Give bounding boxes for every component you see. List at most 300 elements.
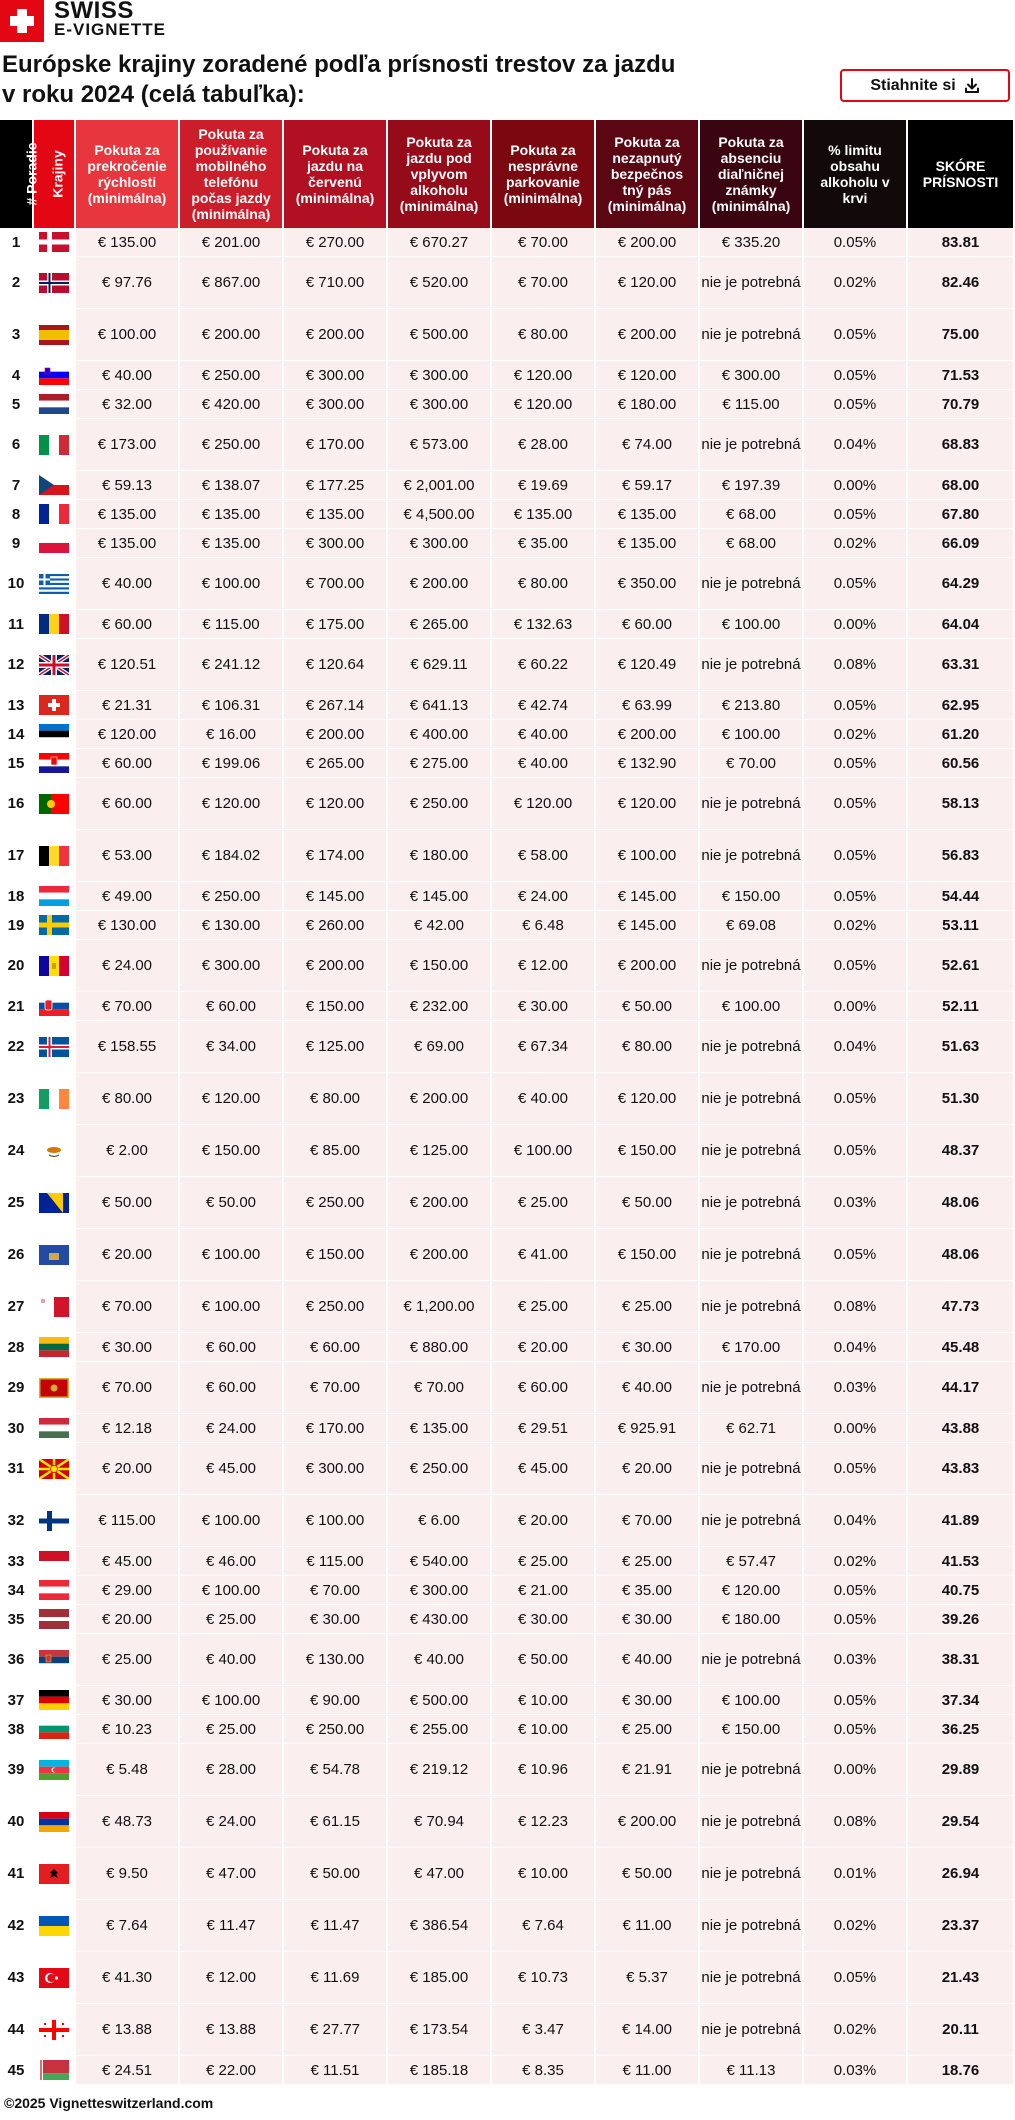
table-row	[0, 1848, 1015, 1900]
country-cell	[34, 1281, 76, 1333]
rank-cell: 27	[0, 1281, 34, 1333]
rank-cell: 22	[0, 1021, 34, 1073]
vignette-cell: € 150.00	[700, 1715, 804, 1744]
flag-france-icon	[39, 504, 69, 524]
belt-cell: € 25.00	[596, 1547, 700, 1576]
speed-cell: € 29.00	[76, 1576, 180, 1605]
phone-cell: € 16.00	[180, 720, 284, 749]
dui-cell: € 386.54	[388, 1900, 492, 1952]
score-cell: 51.30	[908, 1073, 1015, 1125]
belt-cell: € 200.00	[596, 309, 700, 361]
belt-cell: € 120.00	[596, 1073, 700, 1125]
red-cell: € 70.00	[284, 1576, 388, 1605]
phone-cell: € 250.00	[180, 419, 284, 471]
belt-cell: € 135.00	[596, 500, 700, 529]
speed-cell: € 70.00	[76, 1362, 180, 1414]
belt-cell: € 145.00	[596, 911, 700, 940]
dui-cell: € 6.00	[388, 1495, 492, 1547]
rank-cell: 2	[0, 257, 34, 309]
alcohol-cell: 0.08%	[804, 1796, 908, 1848]
flag-latvia-icon	[39, 1609, 69, 1629]
score-cell: 40.75	[908, 1576, 1015, 1605]
red-cell: € 125.00	[284, 1021, 388, 1073]
phone-cell: € 100.00	[180, 1495, 284, 1547]
belt-cell: € 70.00	[596, 1495, 700, 1547]
parking-cell: € 40.00	[492, 749, 596, 778]
rank-cell: 13	[0, 691, 34, 720]
alcohol-cell: 0.00%	[804, 471, 908, 500]
country-cell	[34, 720, 76, 749]
red-cell: € 200.00	[284, 720, 388, 749]
rank-cell: 37	[0, 1686, 34, 1715]
table-row	[0, 361, 1015, 390]
vignette-cell: nie je potrebná	[700, 830, 804, 882]
flag-luxembourg-icon	[39, 886, 69, 906]
country-cell	[34, 882, 76, 911]
speed-cell: € 9.50	[76, 1848, 180, 1900]
red-cell: € 61.15	[284, 1796, 388, 1848]
red-cell: € 11.69	[284, 1952, 388, 2004]
table-row	[0, 911, 1015, 940]
alcohol-cell: 0.05%	[804, 778, 908, 830]
dui-cell: € 173.54	[388, 2004, 492, 2056]
dui-cell: € 200.00	[388, 1073, 492, 1125]
dui-cell: € 629.11	[388, 639, 492, 691]
belt-cell: € 74.00	[596, 419, 700, 471]
red-cell: € 50.00	[284, 1848, 388, 1900]
flag-uk-icon	[39, 655, 69, 675]
table-row	[0, 1177, 1015, 1229]
parking-cell: € 70.00	[492, 257, 596, 309]
red-cell: € 200.00	[284, 309, 388, 361]
red-cell: € 85.00	[284, 1125, 388, 1177]
table-row	[0, 1414, 1015, 1443]
country-cell	[34, 1796, 76, 1848]
dui-cell: € 540.00	[388, 1547, 492, 1576]
country-cell	[34, 1177, 76, 1229]
parking-cell: € 30.00	[492, 1605, 596, 1634]
score-cell: 48.06	[908, 1229, 1015, 1281]
dui-cell: € 70.00	[388, 1362, 492, 1414]
red-cell: € 145.00	[284, 882, 388, 911]
dui-cell: € 255.00	[388, 1715, 492, 1744]
belt-cell: € 150.00	[596, 1229, 700, 1281]
download-button[interactable]	[840, 69, 1010, 102]
alcohol-cell: 0.05%	[804, 1605, 908, 1634]
flag-spain-icon	[39, 325, 69, 345]
phone-cell: € 24.00	[180, 1414, 284, 1443]
rank-cell: 18	[0, 882, 34, 911]
red-cell: € 27.77	[284, 2004, 388, 2056]
table-row	[0, 992, 1015, 1021]
alcohol-cell: 0.05%	[804, 749, 908, 778]
country-cell	[34, 639, 76, 691]
rank-cell: 16	[0, 778, 34, 830]
parking-cell: € 40.00	[492, 1073, 596, 1125]
flag-albania-icon	[39, 1864, 69, 1884]
alcohol-cell: 0.04%	[804, 1495, 908, 1547]
vignette-cell: nie je potrebná	[700, 1073, 804, 1125]
table-row	[0, 778, 1015, 830]
flag-switzerland-icon	[39, 695, 69, 715]
rank-cell: 3	[0, 309, 34, 361]
download-icon	[964, 78, 980, 94]
belt-cell: € 120.00	[596, 361, 700, 390]
country-cell	[34, 361, 76, 390]
phone-cell: € 46.00	[180, 1547, 284, 1576]
red-cell: € 115.00	[284, 1547, 388, 1576]
score-cell: 48.37	[908, 1125, 1015, 1177]
flag-denmark-icon	[39, 232, 69, 252]
flag-romania-icon	[39, 614, 69, 634]
column-header: Pokuta za nesprávne parkovanie (minimálna)	[492, 120, 596, 228]
score-cell: 63.31	[908, 639, 1015, 691]
vignette-cell: € 100.00	[700, 1686, 804, 1715]
table-row	[0, 2004, 1015, 2056]
vignette-cell: € 57.47	[700, 1547, 804, 1576]
swiss-cross-logo	[0, 0, 44, 42]
score-cell: 64.04	[908, 610, 1015, 639]
score-cell: 70.79	[908, 390, 1015, 419]
country-cell	[34, 419, 76, 471]
score-cell: 68.00	[908, 471, 1015, 500]
alcohol-cell: 0.05%	[804, 830, 908, 882]
rank-cell: 42	[0, 1900, 34, 1952]
flag-netherlands-icon	[39, 394, 69, 414]
alcohol-cell: 0.05%	[804, 1576, 908, 1605]
parking-cell: € 40.00	[492, 720, 596, 749]
alcohol-cell: 0.04%	[804, 1021, 908, 1073]
belt-cell: € 40.00	[596, 1362, 700, 1414]
dui-cell: € 185.18	[388, 2056, 492, 2085]
alcohol-cell: 0.00%	[804, 1744, 908, 1796]
parking-cell: € 29.51	[492, 1414, 596, 1443]
vignette-cell: € 68.00	[700, 500, 804, 529]
vignette-cell: € 120.00	[700, 1576, 804, 1605]
score-cell: 71.53	[908, 361, 1015, 390]
red-cell: € 300.00	[284, 361, 388, 390]
rank-cell: 12	[0, 639, 34, 691]
phone-cell: € 34.00	[180, 1021, 284, 1073]
phone-cell: € 135.00	[180, 500, 284, 529]
dui-cell: € 150.00	[388, 940, 492, 992]
belt-cell: € 50.00	[596, 1848, 700, 1900]
parking-cell: € 120.00	[492, 390, 596, 419]
red-cell: € 175.00	[284, 610, 388, 639]
table-row	[0, 1495, 1015, 1547]
country-cell	[34, 1605, 76, 1634]
belt-cell: € 30.00	[596, 1686, 700, 1715]
alcohol-cell: 0.05%	[804, 390, 908, 419]
page-title: Európske krajiny zoradené podľa prísnosti trestov za jazdu v roku 2024 (celá tabuľka):	[2, 51, 676, 108]
dui-cell: € 2,001.00	[388, 471, 492, 500]
phone-cell: € 120.00	[180, 1073, 284, 1125]
table-row	[0, 1686, 1015, 1715]
dui-cell: € 250.00	[388, 1443, 492, 1495]
country-cell	[34, 1443, 76, 1495]
dui-cell: € 200.00	[388, 558, 492, 610]
vignette-cell: € 335.20	[700, 228, 804, 257]
vignette-cell: nie je potrebná	[700, 257, 804, 309]
vignette-cell: € 213.80	[700, 691, 804, 720]
red-cell: € 70.00	[284, 1362, 388, 1414]
rank-cell: 20	[0, 940, 34, 992]
rank-cell: 32	[0, 1495, 34, 1547]
table-row	[0, 1333, 1015, 1362]
dui-cell: € 1,200.00	[388, 1281, 492, 1333]
belt-cell: € 50.00	[596, 992, 700, 1021]
phone-cell: € 100.00	[180, 1576, 284, 1605]
phone-cell: € 184.02	[180, 830, 284, 882]
rank-cell: 15	[0, 749, 34, 778]
table-row	[0, 830, 1015, 882]
vignette-cell: nie je potrebná	[700, 940, 804, 992]
vignette-cell: nie je potrebná	[700, 1443, 804, 1495]
rank-cell: 11	[0, 610, 34, 639]
country-cell	[34, 1495, 76, 1547]
flag-azerbaijan-icon	[39, 1760, 69, 1780]
rank-cell: 7	[0, 471, 34, 500]
dui-cell: € 265.00	[388, 610, 492, 639]
rank-cell: 9	[0, 529, 34, 558]
parking-cell: € 120.00	[492, 361, 596, 390]
speed-cell: € 50.00	[76, 1177, 180, 1229]
rank-cell: 28	[0, 1333, 34, 1362]
parking-cell: € 60.00	[492, 1362, 596, 1414]
phone-cell: € 241.12	[180, 639, 284, 691]
vignette-cell: nie je potrebná	[700, 2004, 804, 2056]
alcohol-cell: 0.02%	[804, 529, 908, 558]
brand-subname: E-VIGNETTE	[54, 20, 167, 39]
rank-cell: 14	[0, 720, 34, 749]
dui-cell: € 300.00	[388, 1576, 492, 1605]
alcohol-cell: 0.03%	[804, 1634, 908, 1686]
flag-sweden-icon	[39, 915, 69, 935]
dui-cell: € 200.00	[388, 1177, 492, 1229]
red-cell: € 135.00	[284, 500, 388, 529]
country-cell	[34, 830, 76, 882]
table-row	[0, 1605, 1015, 1634]
table-row	[0, 228, 1015, 257]
flag-cyprus-icon	[39, 1141, 69, 1161]
table-row	[0, 257, 1015, 309]
parking-cell: € 20.00	[492, 1333, 596, 1362]
parking-cell: € 10.00	[492, 1848, 596, 1900]
parking-cell: € 10.00	[492, 1715, 596, 1744]
vignette-cell: € 100.00	[700, 720, 804, 749]
flag-hungary-icon	[39, 1418, 69, 1438]
speed-cell: € 13.88	[76, 2004, 180, 2056]
country-cell	[34, 992, 76, 1021]
dui-cell: € 70.94	[388, 1796, 492, 1848]
score-cell: 83.81	[908, 228, 1015, 257]
score-cell: 37.34	[908, 1686, 1015, 1715]
red-cell: € 120.64	[284, 639, 388, 691]
alcohol-cell: 0.04%	[804, 1333, 908, 1362]
alcohol-cell: 0.02%	[804, 720, 908, 749]
speed-cell: € 115.00	[76, 1495, 180, 1547]
column-header: Pokuta za nezapnutý bezpečnos tný pás (minimálna)	[596, 120, 700, 228]
rank-cell: 1	[0, 228, 34, 257]
alcohol-cell: 0.02%	[804, 1547, 908, 1576]
parking-cell: € 19.69	[492, 471, 596, 500]
phone-cell: € 867.00	[180, 257, 284, 309]
phone-cell: € 12.00	[180, 1952, 284, 2004]
red-cell: € 80.00	[284, 1073, 388, 1125]
rank-cell: 24	[0, 1125, 34, 1177]
rank-cell: 34	[0, 1576, 34, 1605]
phone-cell: € 45.00	[180, 1443, 284, 1495]
vignette-cell: € 115.00	[700, 390, 804, 419]
speed-cell: € 60.00	[76, 749, 180, 778]
parking-cell: € 25.00	[492, 1281, 596, 1333]
speed-cell: € 41.30	[76, 1952, 180, 2004]
belt-cell: € 40.00	[596, 1634, 700, 1686]
vignette-cell: € 62.71	[700, 1414, 804, 1443]
country-cell	[34, 1073, 76, 1125]
speed-cell: € 45.00	[76, 1547, 180, 1576]
rank-cell: 45	[0, 2056, 34, 2085]
phone-cell: € 106.31	[180, 691, 284, 720]
vignette-cell: nie je potrebná	[700, 1848, 804, 1900]
parking-cell: € 20.00	[492, 1495, 596, 1547]
speed-cell: € 135.00	[76, 500, 180, 529]
belt-cell: € 100.00	[596, 830, 700, 882]
alcohol-cell: 0.00%	[804, 610, 908, 639]
red-cell: € 265.00	[284, 749, 388, 778]
alcohol-cell: 0.03%	[804, 2056, 908, 2085]
speed-cell: € 5.48	[76, 1744, 180, 1796]
column-header: % limitu obsahu alkoholu v krvi	[804, 120, 908, 228]
table-row	[0, 390, 1015, 419]
table-row	[0, 1634, 1015, 1686]
phone-cell: € 120.00	[180, 778, 284, 830]
dui-cell: € 300.00	[388, 529, 492, 558]
parking-cell: € 135.00	[492, 500, 596, 529]
flag-malta-icon	[39, 1297, 69, 1317]
flag-germany-icon	[39, 1690, 69, 1710]
alcohol-cell: 0.05%	[804, 691, 908, 720]
alcohol-cell: 0.05%	[804, 1715, 908, 1744]
rank-cell: 36	[0, 1634, 34, 1686]
parking-cell: € 12.00	[492, 940, 596, 992]
country-cell	[34, 1900, 76, 1952]
phone-cell: € 420.00	[180, 390, 284, 419]
speed-cell: € 135.00	[76, 228, 180, 257]
phone-cell: € 47.00	[180, 1848, 284, 1900]
country-cell	[34, 309, 76, 361]
rank-cell: 6	[0, 419, 34, 471]
vignette-cell: nie je potrebná	[700, 1229, 804, 1281]
country-cell	[34, 2056, 76, 2085]
belt-cell: € 200.00	[596, 1796, 700, 1848]
vignette-cell: € 300.00	[700, 361, 804, 390]
vignette-cell: € 69.08	[700, 911, 804, 940]
country-cell	[34, 749, 76, 778]
dui-cell: € 47.00	[388, 1848, 492, 1900]
speed-cell: € 60.00	[76, 610, 180, 639]
rank-cell: 17	[0, 830, 34, 882]
phone-cell: € 28.00	[180, 1744, 284, 1796]
table-row	[0, 471, 1015, 500]
table-row	[0, 720, 1015, 749]
red-cell: € 300.00	[284, 390, 388, 419]
score-cell: 20.11	[908, 2004, 1015, 2056]
rank-cell: 25	[0, 1177, 34, 1229]
table-row	[0, 309, 1015, 361]
dui-cell: € 69.00	[388, 1021, 492, 1073]
belt-cell: € 25.00	[596, 1715, 700, 1744]
flag-bosnia-icon	[39, 1193, 69, 1213]
dui-cell: € 573.00	[388, 419, 492, 471]
belt-cell: € 145.00	[596, 882, 700, 911]
rank-cell: 29	[0, 1362, 34, 1414]
speed-cell: € 40.00	[76, 558, 180, 610]
belt-cell: € 135.00	[596, 529, 700, 558]
speed-cell: € 25.00	[76, 1634, 180, 1686]
parking-cell: € 25.00	[492, 1177, 596, 1229]
vignette-cell: nie je potrebná	[700, 1900, 804, 1952]
flag-turkey-icon	[39, 1968, 69, 1988]
red-cell: € 30.00	[284, 1605, 388, 1634]
footer-copyright: ©2025 Vignetteswitzerland.com	[4, 2095, 214, 2111]
parking-cell: € 8.35	[492, 2056, 596, 2085]
country-cell	[34, 1848, 76, 1900]
dui-cell: € 500.00	[388, 309, 492, 361]
score-cell: 26.94	[908, 1848, 1015, 1900]
score-cell: 23.37	[908, 1900, 1015, 1952]
speed-cell: € 20.00	[76, 1605, 180, 1634]
score-cell: 41.53	[908, 1547, 1015, 1576]
dui-cell: € 180.00	[388, 830, 492, 882]
parking-cell: € 132.63	[492, 610, 596, 639]
belt-cell: € 200.00	[596, 940, 700, 992]
red-cell: € 177.25	[284, 471, 388, 500]
vignette-cell: nie je potrebná	[700, 1796, 804, 1848]
flag-serbia-icon	[39, 1650, 69, 1670]
brand-header	[0, 0, 1015, 42]
red-cell: € 100.00	[284, 1495, 388, 1547]
score-cell: 38.31	[908, 1634, 1015, 1686]
flag-ireland-icon	[39, 1089, 69, 1109]
score-cell: 60.56	[908, 749, 1015, 778]
alcohol-cell: 0.05%	[804, 500, 908, 529]
country-cell	[34, 691, 76, 720]
flag-andorra-icon	[39, 956, 69, 976]
red-cell: € 300.00	[284, 529, 388, 558]
score-cell: 75.00	[908, 309, 1015, 361]
vignette-cell: € 68.00	[700, 529, 804, 558]
belt-cell: € 50.00	[596, 1177, 700, 1229]
table-row	[0, 1952, 1015, 2004]
speed-cell: € 49.00	[76, 882, 180, 911]
belt-cell: € 30.00	[596, 1605, 700, 1634]
table-row	[0, 639, 1015, 691]
speed-cell: € 130.00	[76, 911, 180, 940]
vignette-cell: € 100.00	[700, 610, 804, 639]
phone-cell: € 200.00	[180, 309, 284, 361]
parking-cell: € 25.00	[492, 1547, 596, 1576]
parking-cell: € 3.47	[492, 2004, 596, 2056]
red-cell: € 700.00	[284, 558, 388, 610]
column-header: Pokuta za používanie mobilného telefónu počas jazdy (minimálna)	[180, 120, 284, 228]
dui-cell: € 641.13	[388, 691, 492, 720]
phone-cell: € 135.00	[180, 529, 284, 558]
rank-cell: 43	[0, 1952, 34, 2004]
belt-cell: € 120.00	[596, 257, 700, 309]
country-cell	[34, 257, 76, 309]
flag-portugal-icon	[39, 794, 69, 814]
